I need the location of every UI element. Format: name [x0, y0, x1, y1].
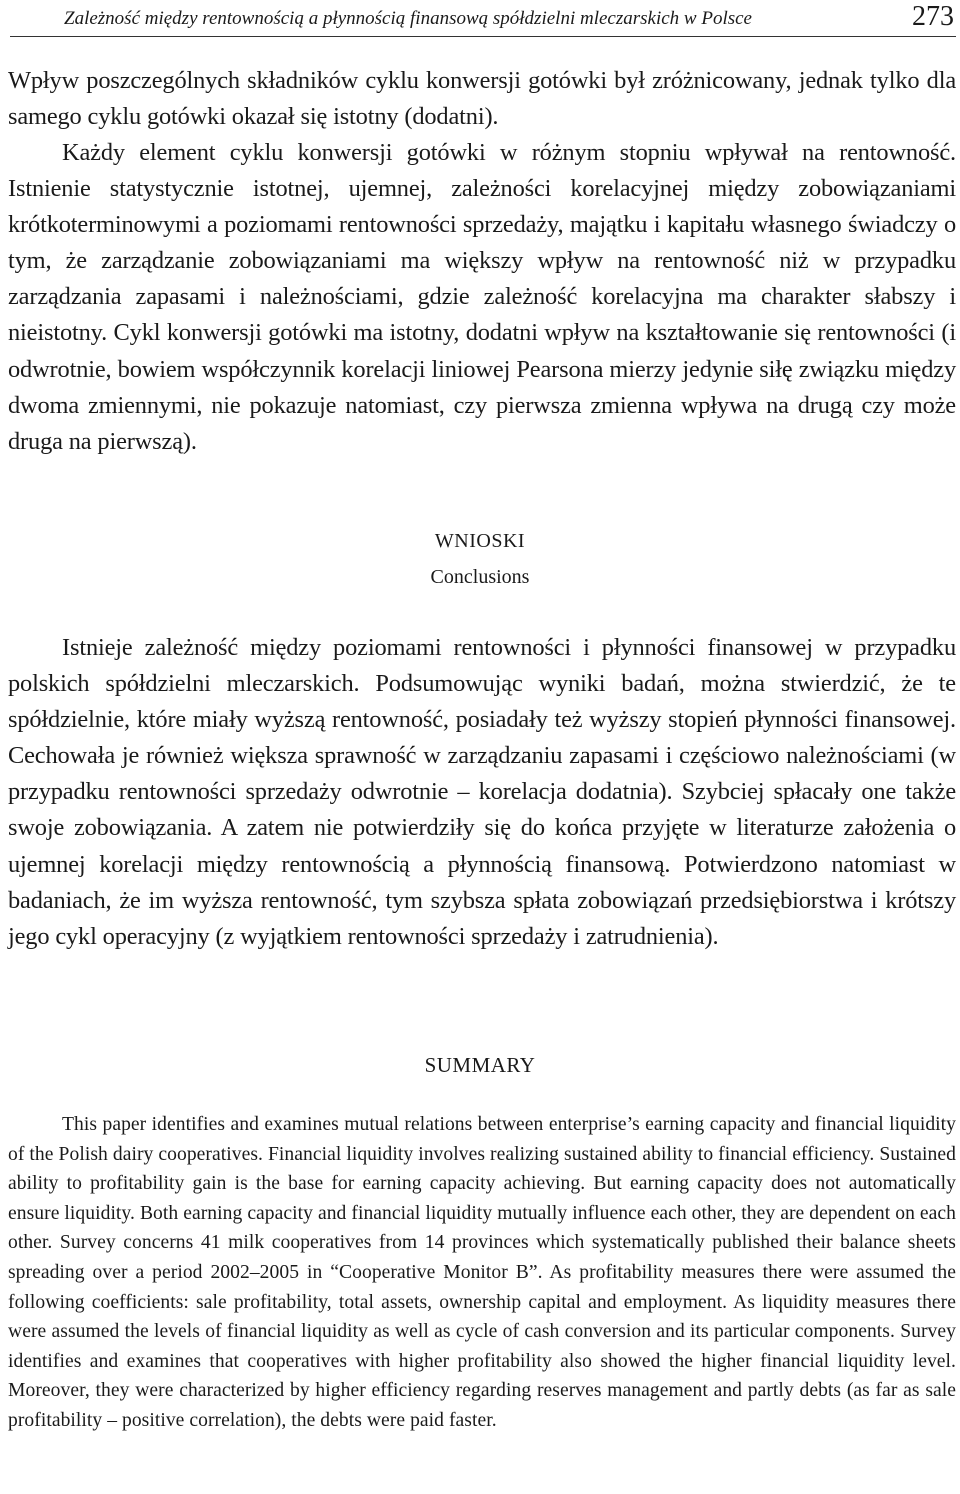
conclusions-paragraph: Istnieje zależność między poziomami rentowności i płynności finansowej w przypadku polskich spółdzielni mleczarskich. Podsumowując wyniki badań, można stwierdzić, że te spółdzielnie, które miały wyższą rentowność, posiadały też wyższy stopień płynności finansowej. Cechowała je również większa sprawność w zarządzaniu zapasami i częściowo należnościami (w przypadku rentowności sprzedaży odwrotnie – korelacja dodatnia). Szybciej spłacały one także swoje zobowiązania. A zatem nie potwierdziły się do końca przyjęte w literaturze założenia o ujemnej korelacji między rentownością a płynnością finansową. Potwierdzono natomiast w badaniach, że im wyższa rentowność, tym szybsza spłata zobowiązań przedsiębiorstwa i krótszy jego cykl operacyjny (z wyjątkiem rentowności sprzedaży i zatrudnienia).: [8, 634, 956, 950]
body-paragraph-2: Każdy element cyklu konwersji gotówki w różnym stopniu wpływał na rentowność. Istnienie statystycznie istotnej, ujemnej, zależności korelacyjnej między zobowiązaniami krótkoterminowymi a poziomami rentowności sprzedaży, majątku i kapitału własnego świadczy o tym, że zarządzanie zobowiązaniami ma większy wpływ na rentowność niż w przypadku zarządzania zapasami i należnościami, gdzie zależność korelacyjna ma charakter słabszy i nieistotny. Cykl konwersji gotówki ma istotny, dodatni wpływ na kształtowanie się rentowności (i odwrotnie, bowiem współczynnik korelacji liniowej Pearsona mierzy jedynie siłę związku między dwoma zmiennymi, nie pokazuje natomiast, czy pierwsza zmienna wpływa na drugą czy może druga na pierwszą).: [8, 139, 956, 455]
summary-paragraph: This paper identifies and examines mutual relations between enterprise’s earning capacity and financial liquidity of the Polish dairy cooperatives. Financial liquidity involves realizing sustained ability to financial efficiency. Sustained ability to profitability gain is the base for earning capacity achieving. But earning capacity does not automatically ensure liquidity. Both earning capacity and financial liquidity mutually influence each other, they are dependent on each other. Survey concerns 41 milk cooperatives from 14 provinces which systematically published their balance sheets spreading over a period 2002–2005 in “Cooperative Monitor B”. As profitability measures there were assumed the following coefficients: sale profitability, total assets, ownership capital and employment. As liquidity measures there were assumed the levels of financial liquidity as well as cycle of cash conversion and its particular components. Survey identifies and examines that cooperatives with higher profitability also showed the higher financial liquidity level. Moreover, they were characterized by higher efficiency regarding reserves management and partly debts (as far as sale profitability – positive correlation), the debts were paid faster.: [8, 1114, 956, 1431]
running-title: Zależność między rentownością a płynnością finansową spółdzielni mleczarskich w Polsce: [64, 8, 752, 29]
body-paragraph-1: Wpływ poszczególnych składników cyklu konwersji gotówki był zróżnicowany, jednak tylko dla samego cyklu gotówki okazał się istotny (dodatni).: [8, 67, 956, 131]
header-rule: [10, 36, 956, 37]
page-number: 273: [912, 1, 954, 32]
running-header: [8, 1, 958, 32]
summary-heading: SUMMARY: [424, 1053, 536, 1077]
conclusions-subheading: Conclusions: [430, 566, 530, 588]
conclusions-heading: WNIOSKI: [434, 530, 526, 552]
